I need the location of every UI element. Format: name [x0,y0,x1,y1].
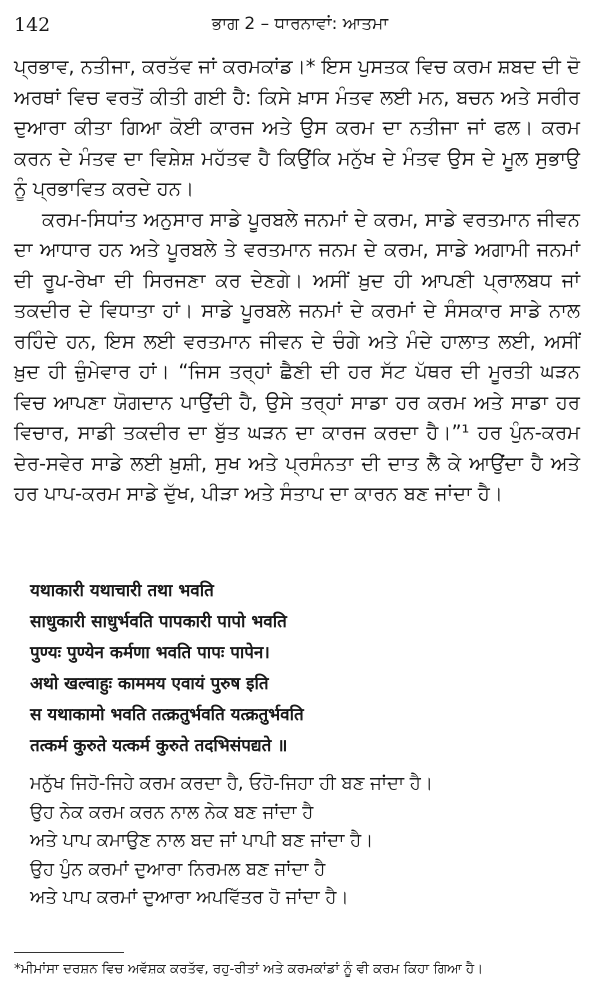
paragraph-1: ਪ੍ਰਭਾਵ, ਨਤੀਜਾ, ਕਰਤੱਵ ਜਾਂ ਕਰਮਕਾਂਡ।* ਇਸ ਪੁਸਤਕ ਵਿਚ ਕਰਮ ਸ਼ਬਦ ਦੀ ਦੋ ਅਰਥਾਂ ਵਿਚ ਵਰਤੋਂ ਕੀਤੀ ਗਈ ਹੈ: ਕਿਸੇ ਖ਼ਾਸ ਮੰਤਵ ਲਈ ਮਨ, ਬਚਨ ਅਤੇ ਸਰੀਰ ਦੁਆਰਾ ਕੀਤਾ ਗਿਆ ਕੋਈ ਕਾਰਜ ਅਤੇ ਉਸ ਕਰਮ ਦਾ ਨਤੀਜਾ ਜਾਂ ਫਲ। ਕਰਮ ਕਰਨ ਦੇ ਮੰਤਵ ਦਾ ਵਿਸ਼ੇਸ਼ ਮਹੱਤਵ ਹੈ ਕਿਉਂਕਿ ਮਨੁੱਖ ਦੇ ਮੰਤਵ ਉਸ ਦੇ ਮੂਲ ਸੁਭਾਉ ਨੂੰ ਪ੍ਰਭਾਵਿਤ ਕਰਦੇ ਹਨ। [14,55,580,200]
verse-line: स यथाकामो भवति तत्क्रतुर्भवति यत्क्रतुर्भवति [30,705,304,725]
footnote: *ਮੀਮਾਂਸਾ ਦਰਸ਼ਨ ਵਿਚ ਅਵੱਸ਼ਕ ਕਰਤੱਵ, ਰਹੁ-ਰੀਤਾਂ ਅਤੇ ਕਰਮਕਾਂਡਾਂ ਨੂੰ ਵੀ ਕਰਮ ਕਿਹਾ ਗਿਆ ਹੈ। [14,962,484,977]
verse-line: साधुकारी साधुर्भवति पापकारी पापो भवति [30,612,287,632]
translation-line: ਉਹ ਪੁੰਨ ਕਰਮਾਂ ਦੁਆਰਾ ਨਿਰਮਲ ਬਣ ਜਾਂਦਾ ਹੈ [30,858,326,880]
verse-line: तत्कर्म कुरुते यत्कर्म कुरुते तदभिसंपद्यते ॥ [30,736,288,756]
translation-line: ਅਤੇ ਪਾਪ ਕਰਮਾਂ ਦੁਆਰਾ ਅਪਵਿੱਤਰ ਹੋ ਜਾਂਦਾ ਹੈ। [30,887,349,908]
punjabi-translation [30,770,580,913]
verse-line: अथो खल्वाहुः काममय एवायं पुरुष इति [30,674,269,694]
body-text [14,52,580,510]
paragraph-2: ਕਰਮ-ਸਿਧਾਂਤ ਅਨੁਸਾਰ ਸਾਡੇ ਪੂਰਬਲੇ ਜਨਮਾਂ ਦੇ ਕਰਮ, ਸਾਡੇ ਵਰਤਮਾਨ ਜੀਵਨ ਦਾ ਆਧਾਰ ਹਨ ਅਤੇ ਪੂਰਬਲੇ ਤੇ ਵਰਤਮਾਨ ਜਨਮ ਦੇ ਕਰਮ, ਸਾਡੇ ਅਗਾਮੀ ਜਨਮਾਂ ਦੀ ਰੂਪ-ਰੇਖਾ ਦੀ ਸਿਰਜਣਾ ਕਰ ਦੇਣਗੇ। ਅਸੀਂ ਖ਼ੁਦ ਹੀ ਆਪਣੀ ਪ੍ਰਾਲਬਧ ਜਾਂ ਤਕਦੀਰ ਦੇ ਵਿਧਾਤਾ ਹਾਂ। ਸਾਡੇ ਪੂਰਬਲੇ ਜਨਮਾਂ ਦੇ ਕਰਮਾਂ ਦੇ ਸੰਸਕਾਰ ਸਾਡੇ ਨਾਲ ਰਹਿੰਦੇ ਹਨ, ਇਸ ਲਈ ਵਰਤਮਾਨ ਜੀਵਨ ਦੇ ਚੰਗੇ ਅਤੇ ਮੰਦੇ ਹਾਲਾਤ ਲਈ, ਅਸੀਂ ਖ਼ੁਦ ਹੀ ਜ਼ੁੰਮੇਵਾਰ ਹਾਂ। “ਜਿਸ ਤਰ੍ਹਾਂ ਛੈਣੀ ਦੀ ਹਰ ਸੱਟ ਪੱਥਰ ਦੀ ਮੂਰਤੀ ਘੜਨ ਵਿਚ ਆਪਣਾ ਯੋਗਦਾਨ ਪਾਉਂਦੀ ਹੈ, ਉਸੇ ਤਰ੍ਹਾਂ ਸਾਡਾ ਹਰ ਕਰਮ ਅਤੇ ਸਾਡਾ ਹਰ ਵਿਚਾਰ, ਸਾਡੀ ਤਕਦੀਰ ਦਾ ਬੁੱਤ ਘੜਨ ਦਾ ਕਾਰਜ ਕਰਦਾ ਹੈ।”¹ ਹਰ ਪੁੰਨ-ਕਰਮ ਦੇਰ-ਸਵੇਰ ਸਾਡੇ ਲਈ ਖ਼ੁਸ਼ੀ, ਸੁਖ ਅਤੇ ਪ੍ਰਸੰਨਤਾ ਦੀ ਦਾਤ ਲੈ ਕੇ ਆਉਂਦਾ ਹੈ ਅਤੇ ਹਰ ਪਾਪ-ਕਰਮ ਸਾਡੇ ਦੁੱਖ, ਪੀੜਾ ਅਤੇ ਸੰਤਾਪ ਦਾ ਕਾਰਨ ਬਣ ਜਾਂਦਾ ਹੈ। [14,207,580,505]
verse-line: यथाकारी यथाचारी तथा भवति [30,581,214,601]
page-number: 142 [14,14,51,36]
running-title: ਭਾਗ 2 – ਧਾਰਨਾਵਾਂ: ਆਤਮਾ [211,14,389,34]
footnote-divider [14,952,124,953]
page-header [0,8,600,40]
sanskrit-verse [30,576,580,762]
verse-line: पुण्यः पुण्येन कर्मणा भवति पापः पापेन। [30,643,270,663]
translation-line: ਮਨੁੱਖ ਜਿਹੋ-ਜਿਹੇ ਕਰਮ ਕਰਦਾ ਹੈ, ਓਹੋ-ਜਿਹਾ ਹੀ ਬਣ ਜਾਂਦਾ ਹੈ। [30,773,433,794]
translation-line: ਉਹ ਨੇਕ ਕਰਮ ਕਰਨ ਨਾਲ ਨੇਕ ਬਣ ਜਾਂਦਾ ਹੈ [30,801,314,823]
translation-line: ਅਤੇ ਪਾਪ ਕਮਾਉਣ ਨਾਲ ਬਦ ਜਾਂ ਪਾਪੀ ਬਣ ਜਾਂਦਾ ਹੈ। [30,830,374,851]
